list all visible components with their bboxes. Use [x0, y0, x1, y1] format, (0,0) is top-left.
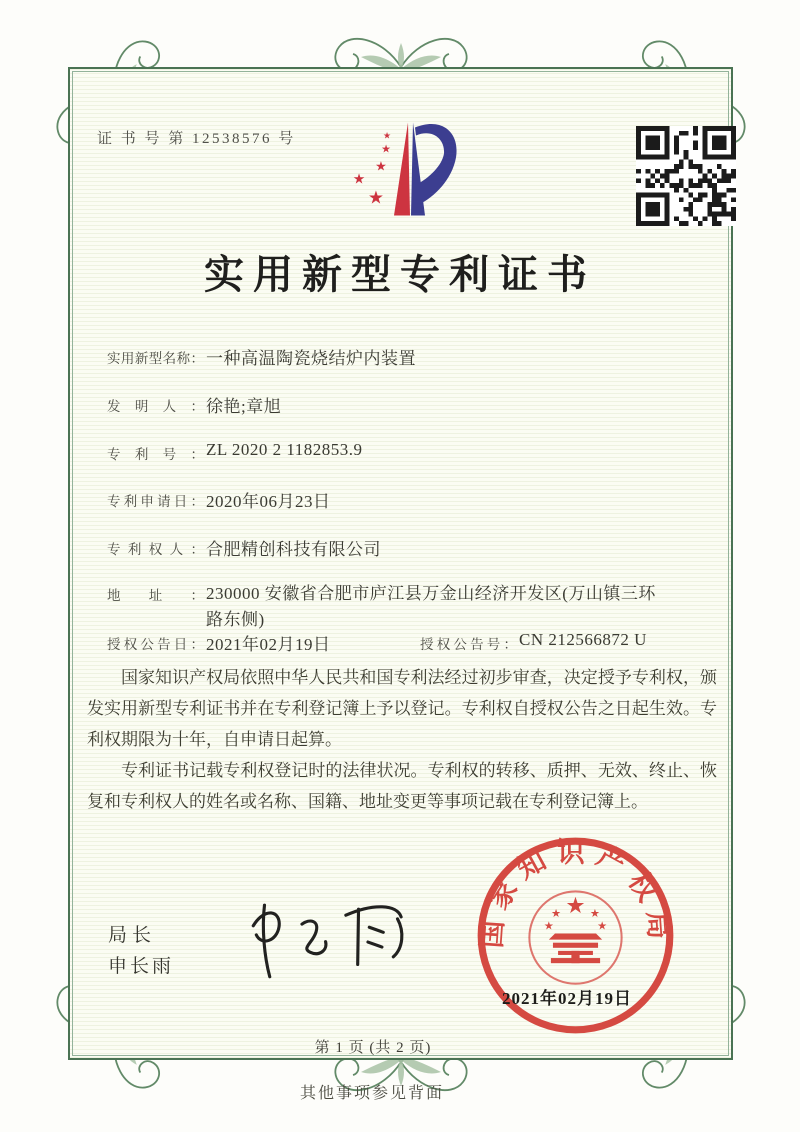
- svg-text:★: ★: [565, 892, 586, 919]
- legal-text: [87, 662, 717, 817]
- field-row-patent-number: [107, 440, 363, 463]
- svg-text:★: ★: [589, 907, 601, 921]
- page-number: 第 1 页 (共 2 页): [314, 1040, 432, 1056]
- field-value: ZL 2020 2 1182853.9: [206, 440, 363, 459]
- field-value: 2020年06月23日: [206, 492, 331, 511]
- field-label: 发明人：: [107, 399, 204, 414]
- field-label: 专利权人：: [107, 542, 204, 557]
- cnipa-logo-icon: [342, 114, 460, 222]
- field-label: 专利号：: [107, 447, 204, 462]
- field-label: 授权公告号：: [420, 637, 517, 652]
- field-row-grant: [107, 630, 647, 655]
- svg-text:★: ★: [382, 131, 392, 142]
- grant-number-group: [420, 630, 647, 653]
- field-row-name: [107, 344, 416, 369]
- field-row-patentee: [107, 535, 381, 560]
- field-value: CN 212566872 U: [519, 630, 647, 649]
- field-row-address: [107, 581, 664, 633]
- svg-text:国家知识产权局: 国家知识产权局: [475, 836, 676, 950]
- svg-text:★: ★: [367, 187, 385, 209]
- national-emblem-icon: [529, 891, 621, 983]
- field-row-filing-date: [107, 487, 331, 512]
- field-label: 地址：: [107, 588, 204, 603]
- director-title: 局长: [108, 925, 157, 946]
- field-value: 2021年02月19日: [206, 635, 331, 654]
- qr-code: [636, 126, 736, 226]
- certificate-title: 实用新型专利证书: [204, 252, 596, 297]
- field-value: 一种高温陶瓷烧结炉内装置: [206, 349, 416, 368]
- legal-paragraph-2: 专利证书记载专利权登记时的法律状况。专利权的转移、质押、无效、终止、恢复和专利权人的姓名或名称、国籍、地址变更等事项记载在专利登记簿上。: [87, 761, 717, 811]
- svg-text:★: ★: [352, 171, 366, 188]
- legal-paragraph-1: 国家知识产权局依照中华人民共和国专利法经过初步审查，决定授予专利权，颁发实用新型专利证书并在专利登记簿上予以登记。专利权自授权公告之日起生效。专利权期限为十年，自申请日起算。: [87, 668, 717, 749]
- director-signature: [222, 886, 437, 985]
- director-name: 申长雨: [108, 956, 175, 977]
- svg-text:★: ★: [375, 159, 387, 175]
- seal-date: 2021年02月19日: [502, 989, 632, 1008]
- field-label: 实用新型名称：: [107, 351, 204, 366]
- field-label: 授权公告日：: [107, 637, 204, 652]
- field-label: 专利申请日：: [107, 494, 204, 509]
- svg-text:★: ★: [550, 907, 562, 921]
- field-row-inventor: [107, 392, 281, 417]
- field-value: 合肥精创科技有限公司: [206, 540, 381, 559]
- svg-text:★: ★: [381, 142, 391, 156]
- certificate-number: 证 书 号 第 12538576 号: [97, 131, 296, 147]
- svg-text:★: ★: [543, 919, 554, 933]
- field-value: 徐艳;章旭: [206, 397, 282, 416]
- svg-text:★: ★: [597, 919, 608, 933]
- field-value: 230000 安徽省合肥市庐江县万金山经济开发区(万山镇三环路东侧): [206, 584, 656, 629]
- back-side-note: 其他事项参见背面: [299, 1085, 444, 1102]
